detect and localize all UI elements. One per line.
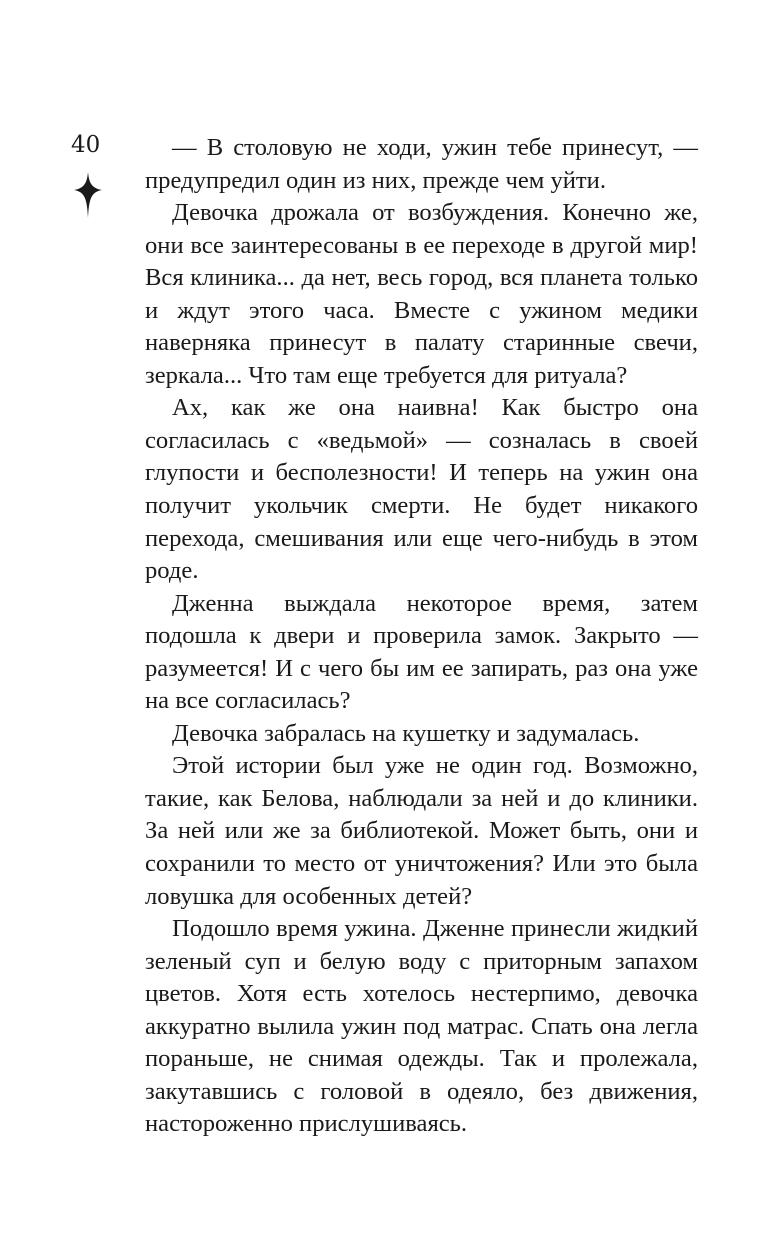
paragraph-1: — В столовую не ходи, ужин тебе принесут, — предупредил один из них, прежде чем уйти. [145, 134, 698, 194]
four-point-star-icon [74, 172, 102, 218]
paragraph-5: Девочка забралась на кушетку и задумалась. [172, 719, 640, 747]
paragraph-3: Ах, как же она наивна! Как быстро она согласилась с «ведьмой» — созналась в своей глупости и бесполезности! И теперь на ужин она получит укольчик смерти. Не будет никакого перехода, смешивания или еще чего-нибудь в этом роде. [145, 394, 698, 585]
paragraph-7: Подошло время ужина. Дженне принесли жидкий зеленый суп и белую воду с приторным запахом цветов. Хотя есть хотелось нестерпимо, девочка аккуратно вылила ужин под матрас. Спать она легла пораньше, не снимая одежды. Так и пролежала, закутавшись с головой в одеяло, без движения, настороженно прислушиваясь. [145, 915, 698, 1138]
paragraph-6: Этой истории был уже не один год. Возможно, такие, как Белова, наблюдали за ней и до клиники. За ней или же за библиотекой. Может быть, они и сохранили то место от уничтожения? Или это была ловушка для особенных детей? [145, 752, 698, 910]
body-text [145, 132, 698, 1141]
page-number: 40 [71, 132, 101, 158]
paragraph-4: Дженна выждала некоторое время, затем подошла к двери и проверила замок. Закрыто — разумеется! И с чего бы им ее запирать, раз она уже на все согласилась? [145, 589, 698, 715]
paragraph-2: Девочка дрожала от возбуждения. Конечно же, они все заинтересованы в ее переходе в другой мир! Вся клиника... да нет, весь город, вся планета только и ждут этого часа. Вместе с ужином медики наверняка принесут в палату старинные свечи, зеркала... Что там еще требуется для ритуала? [145, 199, 698, 389]
